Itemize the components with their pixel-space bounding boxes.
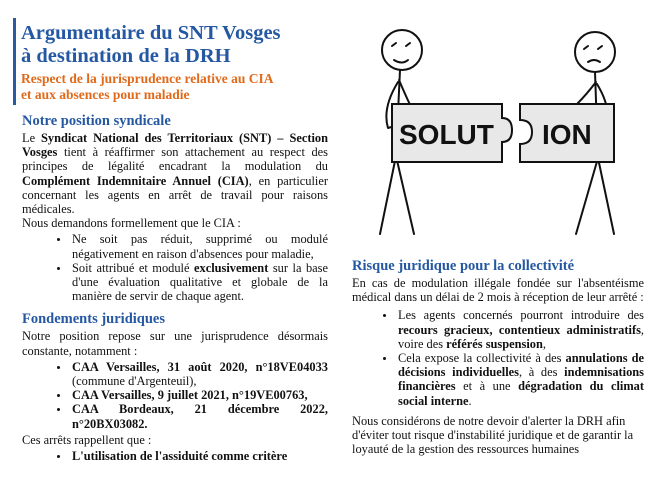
position-heading: Notre position syndicale <box>22 113 171 129</box>
list-item <box>70 261 328 304</box>
title-line-1: Argumentaire du SNT Vosges <box>21 22 281 44</box>
case-list <box>22 360 328 431</box>
risk-list <box>352 308 644 407</box>
text: Le <box>22 131 42 145</box>
text: et à une <box>455 379 519 394</box>
recall-list <box>22 449 328 463</box>
text: Les agents concernés pourront introduire des <box>398 308 644 323</box>
list-item <box>70 402 328 430</box>
demand-list <box>22 232 328 303</box>
text: , en particulier concernant les agents en arrêt de travail pour raisons médicales. <box>22 173 328 217</box>
case-ref: CAA Bordeaux, 21 décembre 2022, n°20BX03082. <box>72 402 328 431</box>
document-title <box>21 22 328 68</box>
case-ref: CAA Versailles, 9 juillet 2021, n°19VE00763, <box>72 388 308 403</box>
left-column <box>22 18 328 465</box>
risk-section <box>352 258 644 456</box>
list-item <box>70 388 328 402</box>
text: Cela expose la collectivité à des <box>398 351 566 366</box>
list-item <box>70 449 328 463</box>
emphasis: indemnisations financières <box>398 365 644 394</box>
cia-name: Complément Indemnitaire Annuel (CIA) <box>22 173 249 188</box>
emphasis: exclusivement <box>194 260 269 275</box>
risk-intro: En cas de modulation illégale fondée sur l'absentéisme médical dans un délai de 2 mois à réception de leur arrêté : <box>352 276 644 305</box>
title-line-2: à destination de la DRH <box>21 45 231 67</box>
left-puzzle-piece <box>392 104 512 162</box>
closing-paragraph: Nous considérons de notre devoir d'alerter la DRH afin d'éviter tout risque d'instabilité juridique et de garantir la loyauté de la gestion des ressources humaines <box>352 413 634 457</box>
emphasis: dégradation du climat social interne <box>398 379 644 408</box>
text: . <box>468 393 472 408</box>
list-item: • Ne soit pas réduit, supprimé ou modulé négativement en raison d'absences pour maladie, <box>70 232 328 260</box>
emphasis: référés suspension <box>446 336 543 351</box>
list-item <box>396 351 644 408</box>
text: , <box>542 336 546 351</box>
text: , voire des <box>398 322 644 351</box>
text: sur la base d'une évaluation qualitative et globale de la manière de servir de chaque agent. <box>72 260 328 304</box>
right-puzzle-piece <box>520 104 614 162</box>
emphasis: recours gracieux, contentieux administratifs <box>398 322 641 337</box>
text: (commune d'Argenteuil), <box>72 374 197 389</box>
puzzle-solution-illustration <box>352 8 632 238</box>
document-subtitle <box>21 71 328 103</box>
case-ref: CAA Versailles, 31 août 2020, n°18VE04033 <box>72 359 328 374</box>
list-item <box>396 308 644 351</box>
word-left: SOLUT <box>399 119 494 150</box>
text: L'utilisation de l'assiduité comme critère <box>72 449 288 464</box>
fondements-intro: Notre position repose sur une jurisprudence désormais constante, notamment : <box>22 329 328 358</box>
fondements-heading: Fondements juridiques <box>22 311 166 328</box>
subtitle-line-2: et aux absences pour maladie <box>21 87 190 102</box>
position-paragraph <box>22 131 328 216</box>
demand-intro: Nous demandons formellement que le CIA : <box>22 216 241 231</box>
text: Soit attribué et modulé <box>72 260 194 275</box>
union-name: Syndicat National des Territoriaux (SNT) – Section Vosges <box>22 131 328 160</box>
word-right: ION <box>542 119 592 150</box>
text: tient à réaffirmer son attachement au respect des principes de légalité encadrant la modulation du <box>22 145 328 174</box>
recall-intro: Ces arrêts rappellent que : <box>22 432 152 447</box>
text: , à des <box>518 365 565 380</box>
risk-heading: Risque juridique pour la collectivité <box>352 258 575 274</box>
title-block <box>13 18 328 105</box>
subtitle-line-1: Respect de la jurisprudence relative au CIA <box>21 71 274 86</box>
emphasis: annulations de décisions individuelles <box>398 351 644 380</box>
list-item <box>70 360 328 388</box>
